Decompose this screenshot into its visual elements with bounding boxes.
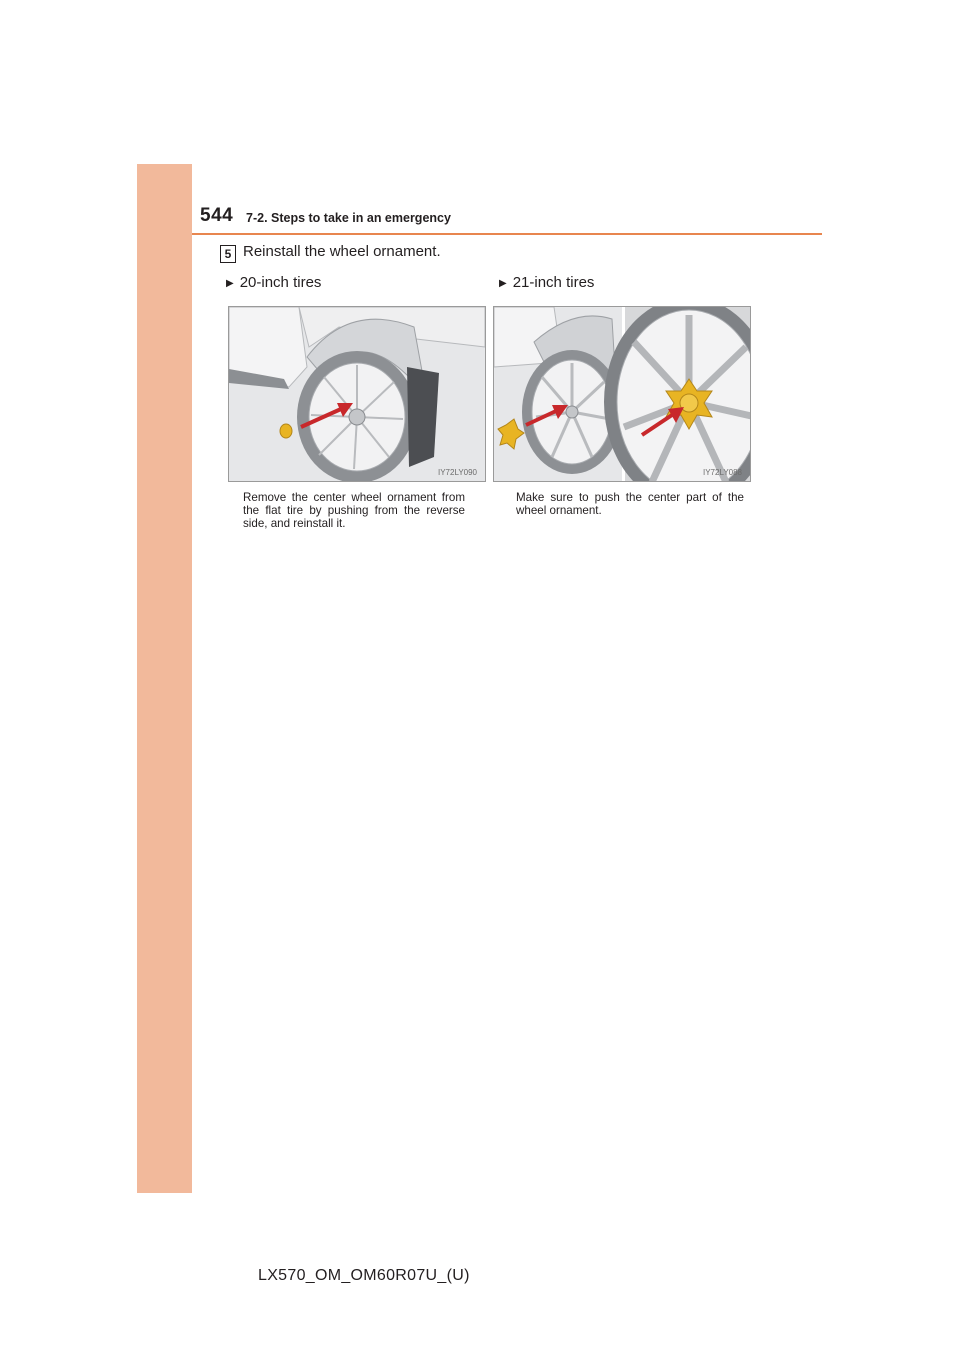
variant-heading-21inch [499, 274, 594, 291]
side-tab [137, 164, 192, 1193]
triangle-right-icon: ▶ [499, 278, 507, 289]
figure-code: IY72LY088 [703, 468, 742, 477]
wheel-illustration [229, 307, 485, 481]
figure-21inch-wheel [493, 306, 751, 482]
caption-20inch: Remove the center wheel ornament from the flat tire by pushing from the reverse side, and reinstall it. [243, 491, 465, 530]
figure-code: IY72LY090 [438, 468, 477, 477]
wheel-illustration [494, 307, 750, 481]
step-text: Reinstall the wheel ornament. [243, 243, 441, 260]
variant-title: 21-inch tires [512, 274, 595, 291]
figure-20inch-wheel [228, 306, 486, 482]
step-number: 5 [220, 245, 236, 263]
caption-21inch: Make sure to push the center part of the wheel ornament. [516, 491, 744, 517]
variant-heading-20inch [226, 274, 321, 291]
page-number: 544 [200, 205, 234, 226]
triangle-right-icon: ▶ [226, 278, 234, 289]
variant-title: 20-inch tires [239, 274, 322, 291]
header-rule [192, 233, 822, 235]
section-title: 7-2. Steps to take in an emergency [246, 211, 451, 225]
footer-doc-id: LX570_OM_OM60R07U_(U) [258, 1267, 470, 1284]
